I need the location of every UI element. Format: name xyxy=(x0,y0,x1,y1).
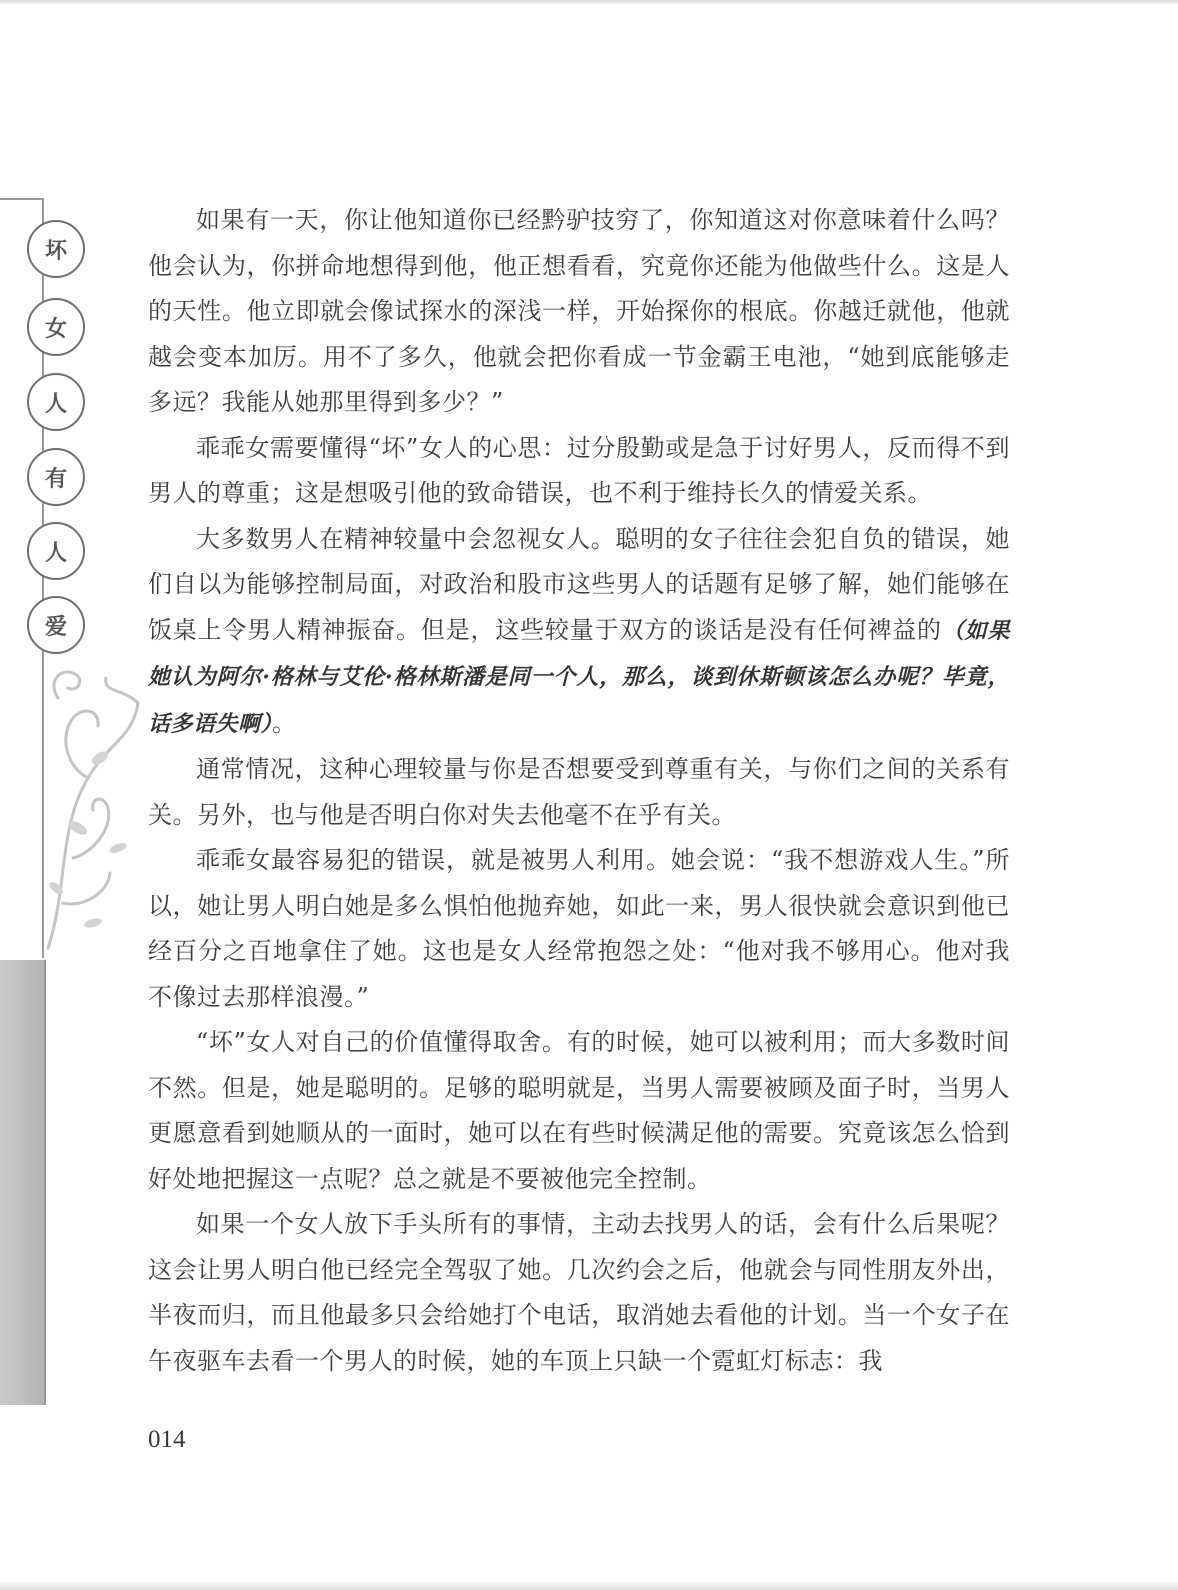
floral-flourish-icon xyxy=(38,658,148,958)
bottom-edge-rule xyxy=(0,1582,1178,1590)
paragraph-note: （如果她认为阿尔·格林与艾伦·格林斯潘是同一个人，那么，谈到休斯顿该怎么办呢？毕竟，话多语失啊） xyxy=(148,617,1010,737)
sidebar-title-char: 人 xyxy=(27,522,85,580)
page-number: 014 xyxy=(148,1426,186,1453)
sidebar-title-char: 人 xyxy=(27,373,85,431)
top-edge-rule xyxy=(0,0,1178,4)
sidebar-title-char: 坏 xyxy=(27,220,85,278)
sidebar-title-char: 爱 xyxy=(27,596,85,654)
sidebar-bar xyxy=(0,960,46,1405)
paragraph xyxy=(148,517,1010,748)
paragraph: “坏”女人对自己的价值懂得取舍。有的时候，她可以被利用；而大多数时间不然。但是，她是聪明的。足够的聪明就是，当男人需要被顾及面子时，当男人更愿意看到她顺从的一面时，她可以在有些时候满足他的需要。究竟该怎么恰到好处地把握这一点呢？总之就是不要被他完全控制。 xyxy=(148,1028,1010,1193)
body-text xyxy=(148,198,1010,1384)
sidebar-title-char: 有 xyxy=(27,448,85,506)
sidebar-title-char: 女 xyxy=(27,298,85,356)
paragraph-text: 大多数男人在精神较量中会忽视女人。聪明的女子往往会犯自负的错误，她们自以为能够控制局面，对政治和股市这些男人的话题有足够了解，她们能够在饭桌上令男人精神振奋。但是，这些较量于双方的谈话是没有任何裨益的 xyxy=(148,524,1010,644)
paragraph-tail: 。 xyxy=(272,708,297,737)
sidebar-decoration xyxy=(0,198,120,1403)
paragraph: 如果有一天，你让他知道你已经黔驴技穷了，你知道这对你意味着什么吗？他会认为，你拼命地想得到他，他正想看看，究竟你还能为他做些什么。这是人的天性。他立即就会像试探水的深浅一样，开始探你的根底。你越迁就他，他就越会变本加厉。用不了多久，他就会把你看成一节金霸王电池，“她到底能够走多远？我能从她那里得到多少？” xyxy=(148,206,1010,416)
paragraph: 乖乖女最容易犯的错误，就是被男人利用。她会说：“我不想游戏人生。”所以，她让男人明白她是多么惧怕他抛弃她，如此一来，男人很快就会意识到他已经百分之百地拿住了她。这也是女人经常抱怨之处：“他对我不够用心。他对我不像过去那样浪漫。” xyxy=(148,846,1010,1011)
paragraph: 通常情况，这种心理较量与你是否想要受到尊重有关，与你们之间的关系有关。另外，也与他是否明白你对失去他毫不在乎有关。 xyxy=(148,755,1010,829)
paragraph: 乖乖女需要懂得“坏”女人的心思：过分殷勤或是急于讨好男人，反而得不到男人的尊重；这是想吸引他的致命错误，也不利于维持长久的情爱关系。 xyxy=(148,433,1010,507)
paragraph: 如果一个女人放下手头所有的事情，主动去找男人的话，会有什么后果呢？这会让男人明白他已经完全驾驭了她。几次约会之后，他就会与同性朋友外出，半夜而归，而且他最多只会给她打个电话，取消她去看他的计划。当一个女子在午夜驱车去看一个男人的时候，她的车顶上只缺一个霓虹灯标志：我 xyxy=(148,1210,1010,1375)
